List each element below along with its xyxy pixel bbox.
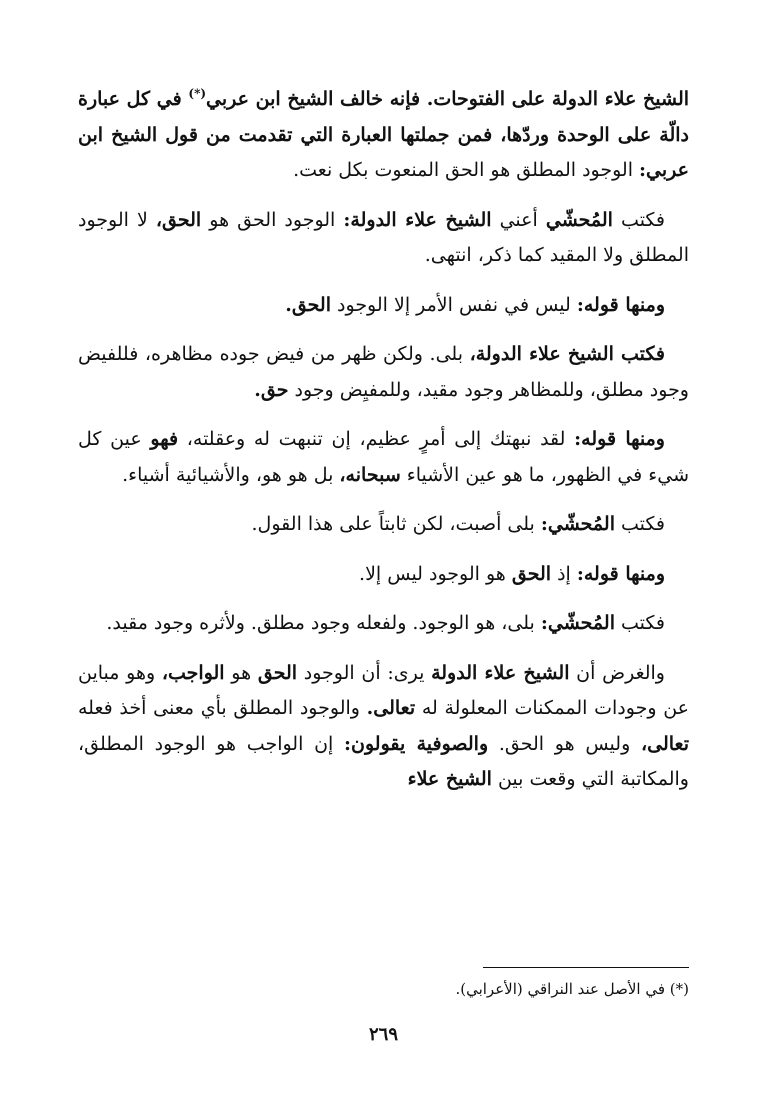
text-run: الشيخ علاء الدولة على الفتوحات. فإنه خالف الشيخ ابن عربي	[206, 88, 690, 110]
paragraph	[78, 203, 689, 274]
text-run: إذ	[551, 562, 577, 585]
text-run: الشيخ علاء الدولة	[431, 661, 570, 684]
text-run: والصوفية يقولون:	[344, 732, 489, 755]
text-run: الحق.	[285, 293, 331, 316]
text-run: بلى أصبت، لكن ثابتاً على هذا القول.	[251, 513, 541, 535]
paragraph	[78, 288, 689, 324]
text-run: تعالى.	[366, 697, 416, 719]
text-run: حق.	[254, 378, 289, 401]
text-run: هو	[224, 661, 258, 684]
text-run: ليس في نفس الأمر إلا الوجود	[331, 293, 577, 316]
text-run: الشيخ علاء الدولة:	[343, 208, 492, 231]
text-run: وهو مباين عن وجودات الممكنات المعلولة له	[78, 661, 689, 719]
text-run: ومنها قوله:	[576, 293, 665, 316]
paragraph	[78, 656, 689, 798]
text-run: الوجود الحق هو	[201, 208, 344, 231]
text-run: والغرض أن	[569, 661, 665, 684]
text-run: هو الوجود ليس إلا.	[359, 562, 512, 585]
text-run: المُحشّي	[545, 208, 613, 231]
text-run: فكتب	[612, 208, 666, 231]
text-run: بلى، هو الوجود. ولفعله وجود مطلق. ولأثره وجود مقيد.	[106, 612, 541, 634]
paragraph	[78, 82, 689, 189]
text-run: الحق	[511, 562, 552, 585]
text-run: الوجود المطلق هو الحق المنعوت بكل نعت.	[293, 159, 640, 181]
text-run: بلى. ولكن ظهر من فيض جوده مظاهره، فللفيض وجود مطلق، وللمظاهر وجود مقيد، وللمفيِض وجود	[78, 343, 689, 401]
text-run: أعني	[491, 208, 546, 231]
paragraph	[78, 337, 689, 408]
body-text	[78, 82, 689, 798]
text-run: الشيخ علاء	[407, 768, 492, 790]
footnote-divider	[483, 967, 689, 968]
text-run: والوجود المطلق بأي معنى أخذ فعله	[78, 697, 367, 719]
text-run: سبحانه،	[339, 463, 401, 486]
text-run: يرى: أن الوجود	[297, 661, 432, 684]
text-run: بل هو هو، والأشيائية أشياء.	[122, 463, 340, 486]
text-run: وليس هو الحق.	[488, 732, 641, 755]
text-run: فهو	[150, 428, 179, 450]
footnote: (*) في الأصل عند النراقي (الأعرابي).	[455, 980, 689, 998]
page-number: ٢٦٩	[368, 1024, 398, 1045]
text-run: في كل عبارة دالّة على الوحدة وردّها، فمن جملتها العبارة التي تقدمت من قول الشيخ ابن عربي:	[78, 88, 689, 181]
text-run: ومنها قوله:	[574, 428, 665, 450]
text-run: الحق،	[155, 208, 202, 231]
text-run: فكتب	[614, 513, 665, 535]
text-run: إن الواجب هو الوجود المطلق، والمكاتبة التي وقعت بين	[78, 732, 689, 790]
text-run: الحق	[257, 661, 298, 684]
text-run: تعالى،	[640, 732, 689, 755]
paragraph	[78, 606, 689, 642]
text-run: عين كل شيء في الظهور، ما هو عين الأشياء	[78, 428, 689, 486]
text-run: الواجب،	[161, 661, 225, 684]
paragraph	[78, 507, 689, 543]
paragraph	[78, 557, 689, 593]
text-run: لا الوجود المطلق ولا المقيد كما ذكر، انتهى.	[78, 208, 689, 266]
text-run: ومنها قوله:	[576, 562, 665, 585]
text-run: المُحشّي:	[540, 513, 615, 535]
text-run: فكتب	[614, 612, 665, 634]
paragraph	[78, 422, 689, 493]
text-run: فكتب الشيخ علاء الدولة،	[469, 343, 665, 365]
text-run: المُحشّي:	[540, 612, 615, 634]
text-run: لقد نبهتك إلى أمرٍ عظيم، إن تنبهت له وعقلته،	[178, 428, 575, 450]
footnote-marker: (*)	[188, 86, 207, 101]
